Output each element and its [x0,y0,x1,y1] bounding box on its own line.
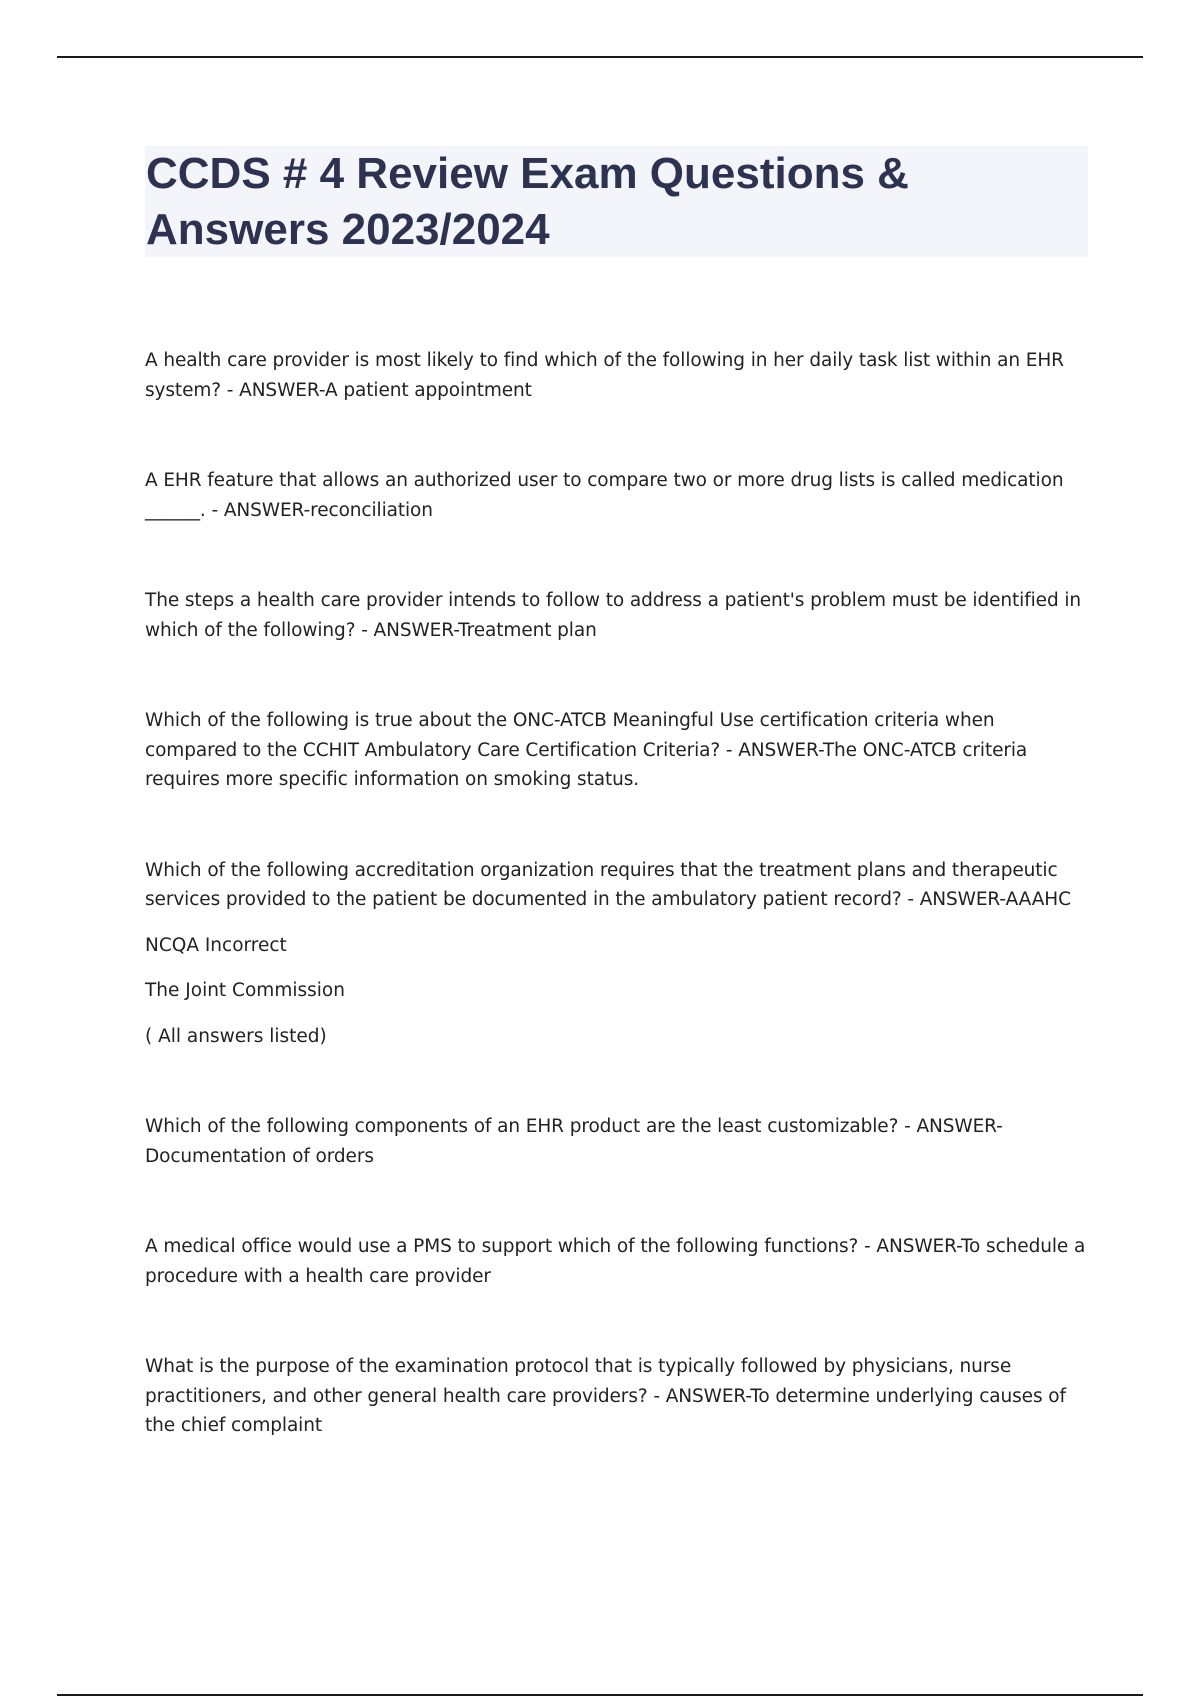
qa-item-extra: ( All answers listed) [145,1025,327,1047]
qa-item-extra: NCQA Incorrect [145,934,287,956]
qa-item: Which of the following accreditation organization requires that the treatment plans and therapeutic services provided to the patient be documented in the ambulatory patient record? - ANSWER-AAAHC [145,859,1071,910]
qa-item: What is the purpose of the examination protocol that is typically followed by physicians, nurse practitioners, and other general health care providers? - ANSWER-To determine underlying causes of the chief complaint [145,1356,1066,1436]
qa-item-extra: The Joint Commission [145,980,345,1001]
qa-item: Which of the following is true about the ONC-ATCB Meaningful Use certification criteria when compared to the CCHIT Ambulatory Care Certification Criteria? - ANSWER-The ONC-ATCB criteria requires more specific information on smoking status. [145,710,1028,790]
qa-item: A EHR feature that allows an authorized user to compare two or more drug lists is called medication ______. - ANSWER-reconciliation [145,470,1064,521]
qa-item: A medical office would use a PMS to support which of the following functions? - ANSWER-To schedule a procedure with a health care provider [145,1236,1086,1287]
document-title: CCDS # 4 Review Exam Questions & Answers 2023/2024 [146,149,909,254]
bottom-rule [57,1694,1143,1696]
top-rule [57,56,1143,58]
qa-item: Which of the following components of an EHR product are the least customizable? - ANSWER-Documentation of orders [145,1116,1003,1167]
qa-list [145,346,1090,1441]
qa-item: The steps a health care provider intends to follow to address a patient's problem must be identified in which of the following? - ANSWER-Treatment plan [145,590,1082,641]
qa-item: A health care provider is most likely to find which of the following in her daily task list within an EHR system? - ANSWER-A patient appointment [145,350,1064,401]
